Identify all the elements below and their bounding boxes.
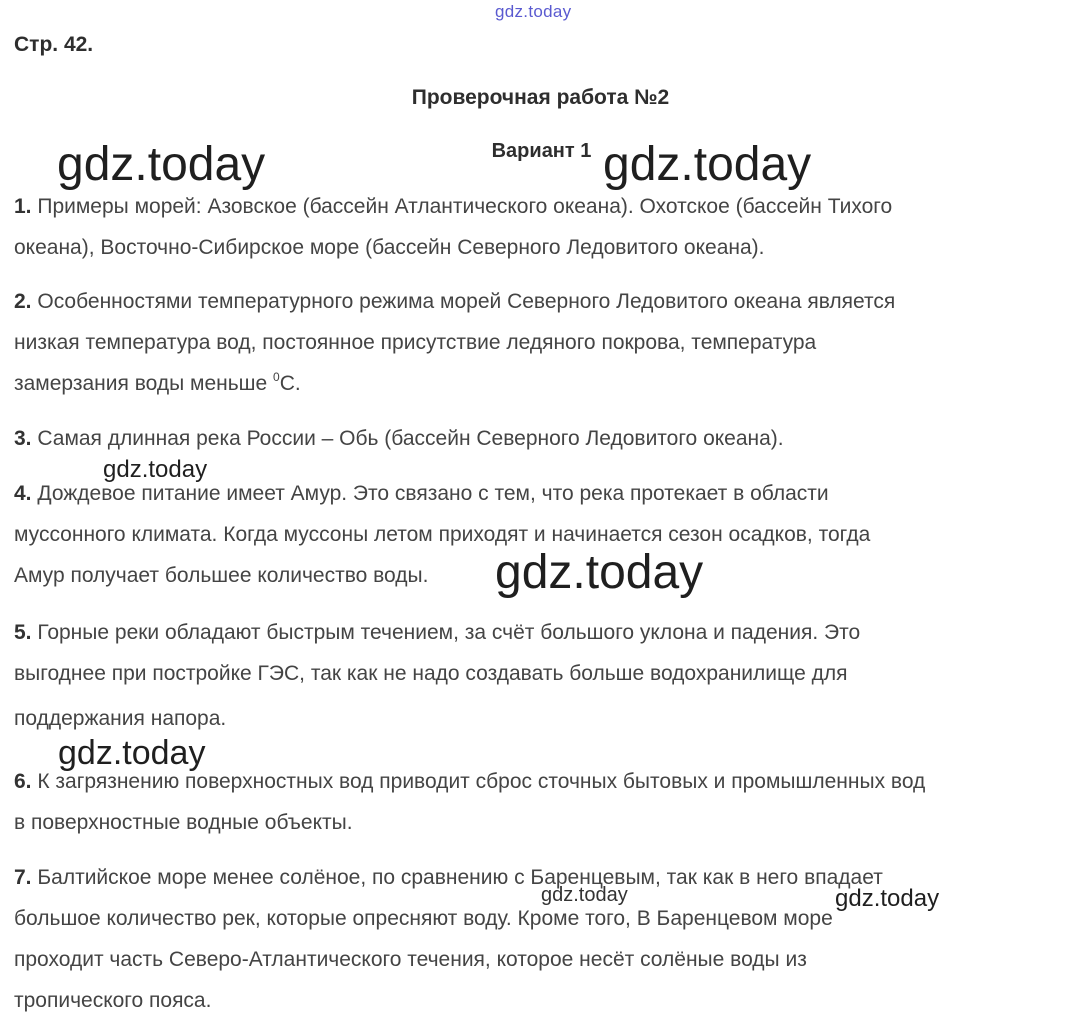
item-number: 3.: [14, 427, 32, 450]
item-text: выгоднее при постройке ГЭС, так как не надо создавать больше водохранилище для: [14, 662, 848, 685]
answer-item-3: [14, 418, 1072, 459]
item-number: 5.: [14, 621, 32, 644]
degree-superscript: 0: [273, 370, 280, 384]
item-text: Дождевое питание имеет Амур. Это связано с тем, что река протекает в области: [37, 482, 829, 505]
item-number: 7.: [14, 866, 32, 889]
page-reference: Стр. 42.: [14, 33, 94, 56]
answer-item-1: [14, 186, 1072, 268]
item-text: замерзания воды меньше $^0$С.: [14, 370, 301, 395]
item-text: Примеры морей: Азовское (бассейн Атлантического океана). Охотское (бассейн Тихого: [37, 195, 893, 218]
item-text: Балтийское море менее солёное, по сравнению с Баренцевым, так как в него впадает: [37, 866, 883, 889]
answer-item-6: [14, 761, 1072, 843]
item-text: Горные реки обладают быстрым течением, за счёт большого уклона и падения. Это: [37, 621, 861, 644]
watermark-item4: gdz.today: [103, 456, 208, 483]
item-text: муссонного климата. Когда муссоны летом приходят и начинается сезон осадков, тогда: [14, 523, 871, 546]
variant-heading: Вариант 1: [491, 140, 592, 162]
watermark-left: gdz.today: [57, 138, 266, 191]
answer-item-7: [14, 857, 1072, 1021]
page-title: Проверочная работа №2: [411, 86, 670, 109]
item-text: большое количество рек, которые опресняют воду. Кроме того, В Баренцевом море: [14, 907, 833, 930]
watermark-item6: gdz.today: [58, 734, 206, 772]
item-number: 1.: [14, 195, 32, 218]
item-text: К загрязнению поверхностных вод приводит сброс сточных бытовых и промышленных вод: [37, 770, 926, 793]
watermark-center: gdz.today: [495, 546, 704, 599]
item-text: океана), Восточно-Сибирское море (бассейн Северного Ледовитого океана).: [14, 236, 765, 259]
item-text: проходит часть Северо-Атлантического течения, которое несёт солёные воды из: [14, 948, 807, 971]
watermark-top: gdz.today: [495, 2, 572, 21]
item-text: поддержания напора.: [14, 707, 227, 730]
item-text: Особенностями температурного режима морей Северного Ледовитого океана является: [37, 290, 896, 313]
item-text: в поверхностные водные объекты.: [14, 811, 353, 834]
watermark-right: gdz.today: [603, 138, 812, 191]
item-number: 6.: [14, 770, 32, 793]
item-number: 4.: [14, 482, 32, 505]
item-text: низкая температура вод, постоянное присутствие ледяного покрова, температура: [14, 331, 817, 354]
item-text: тропического пояса.: [14, 989, 212, 1012]
watermark-item7-b: gdz.today: [835, 885, 940, 912]
item-text: Амур получает большее количество воды.: [14, 564, 429, 587]
watermark-item7-a: gdz.today: [541, 884, 628, 906]
answer-item-4: [14, 473, 1072, 596]
answer-item-5: [14, 611, 1072, 745]
item-text: Самая длинная река России – Обь (бассейн Северного Ледовитого океана).: [37, 427, 784, 450]
answer-item-2: [14, 281, 1072, 404]
item-number: 2.: [14, 290, 32, 313]
